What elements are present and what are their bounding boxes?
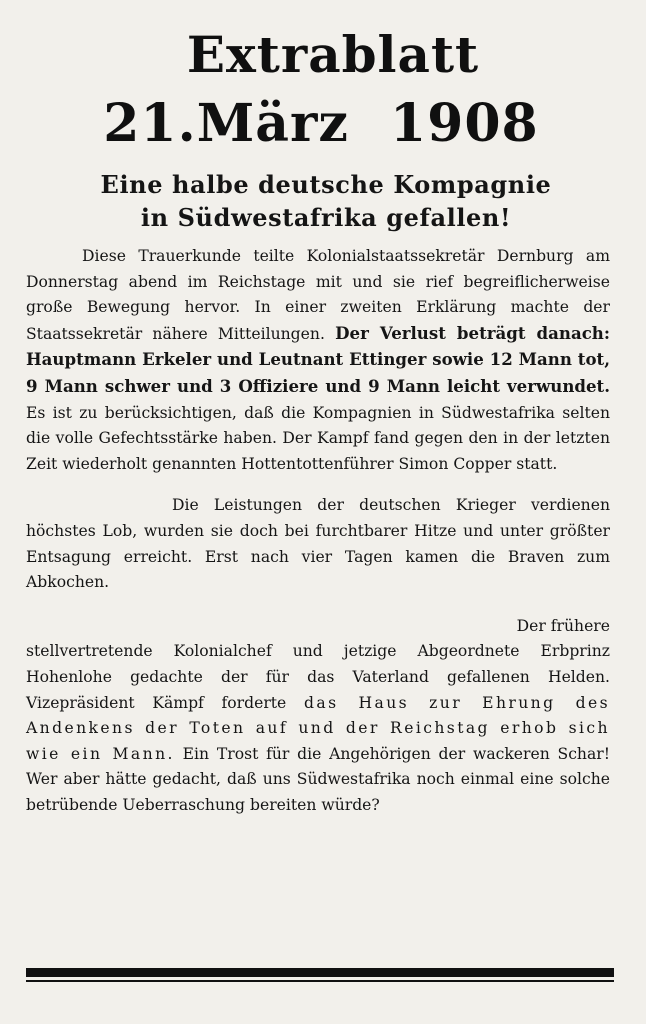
paragraph-3-text: stellvertretende Kolonialchef und jetzige Abgeordnete Erbprinz Hohenlohe gedachte der für das Vaterland gefallenen Helden. Vizepräsident Kämpf forderte bbox=[26, 642, 610, 712]
masthead-date: 21.März 1908 bbox=[103, 93, 539, 154]
masthead-title: Extrablatt bbox=[186, 25, 480, 84]
paragraph-1-context: Es ist zu berücksichtigen, daß die Kompagnien in Südwestafrika selten die volle Gefechtsstärke haben. Der Kampf fand gegen den in der letzten Zeit wiederholt genannten Hottentottenführer Simon Copper statt. bbox=[26, 403, 610, 473]
paragraph-3-closing: Ein Trost für die Angehörigen der wackeren Schar! Wer aber hätte gedacht, daß uns Südwestafrika noch einmal eine solche betrübende Ueberraschung bereiten würde? bbox=[26, 744, 610, 814]
headline-line-1: Eine halbe deutsche Kompagnie bbox=[100, 170, 552, 199]
bottom-rule bbox=[26, 968, 614, 977]
paragraph-1-intro: Diese Trauerkunde teilte Kolonialstaatssekretär Dernburg am Donnerstag abend im Reichstage mit und sie rief begreiflicherweise große Bewegung hervor. In einer zweiten Erklärung machte der Staatssekretär nähere Mitteilungen. bbox=[26, 247, 610, 343]
paragraph-3-lead: Der frühere bbox=[516, 616, 610, 635]
paragraph-3 bbox=[26, 614, 610, 819]
paragraph-3-spaced-text: das Haus zur Ehrung des Andenkens der Toten auf und der Reichstag erhob sich wie ein Mann. bbox=[26, 693, 611, 763]
headline bbox=[26, 168, 610, 234]
paragraph-1 bbox=[26, 244, 610, 477]
paragraph-2: Die Leistungen der deutschen Krieger verdienen höchstes Lob, wurden sie doch bei furchtbarer Hitze und unter größter Entsagung erreicht. Erst nach vier Tagen kamen die Braven zum Abkochen. bbox=[26, 496, 610, 592]
headline-line-2: in Südwestafrika gefallen! bbox=[140, 203, 512, 232]
paragraph-1-casualties: Der Verlust beträgt danach: Hauptmann Erkeler und Leutnant Ettinger sowie 12 Mann tot, 9 Mann schwer und 3 Offiziere und 9 Mann leicht verwundet. bbox=[26, 322, 610, 396]
